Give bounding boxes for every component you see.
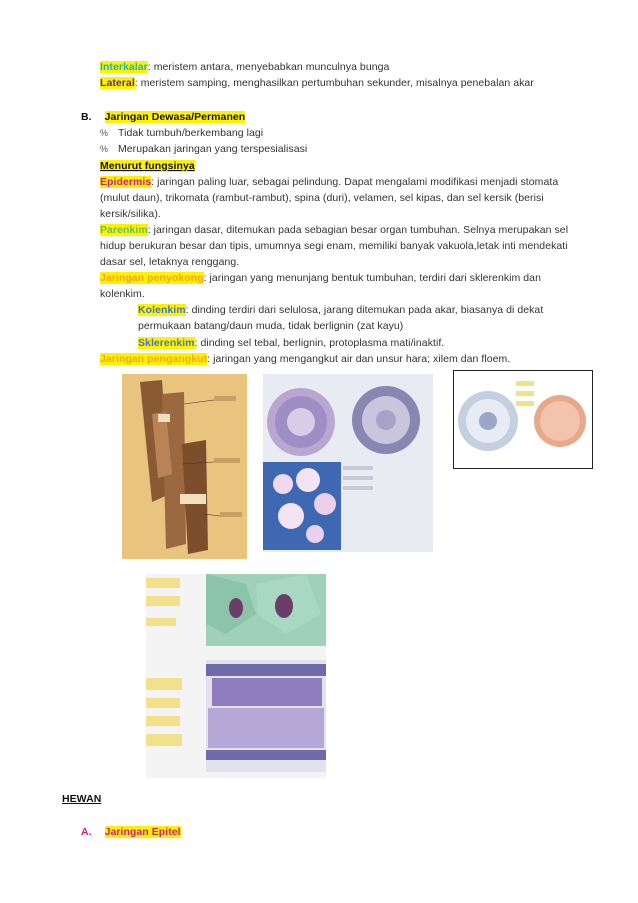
bullet-icon: % [100,144,109,154]
penyokong-term: Jaringan penyokong [100,272,204,284]
root-section-illustration [454,371,592,468]
epidermis-term: Epidermis [100,176,152,188]
bullet-text-1: Tidak tumbuh/berkembang lagi [118,127,264,139]
kolenkim-term: Kolenkim [138,304,186,316]
lateral-line [100,77,534,90]
pengangkut-text: : jaringan yang mengangkut air dan unsur hara; xilem dan floem. [207,353,511,365]
kolenkim-line-1 [138,304,543,317]
section-b-title: Jaringan Dewasa/Permanen [104,111,246,123]
interkalar-term: Interkalar [100,61,148,73]
section-a-heading [81,826,181,839]
parenkim-text-1: : jaringan dasar, ditemukan pada sebagian besar organ tumbuhan. Selnya merupakan sel [147,224,569,236]
epidermis-line-2: (mulut daun), trikomata (rambut-rambut), spina (duri), velamen, sel kipas, dan sel kersik (berisi [100,192,544,204]
section-b-heading [81,111,245,124]
parenkim-term: Parenkim [100,224,148,236]
epidermis-line-1 [100,176,558,189]
kolenkim-text-1: : dinding terdiri dari selulosa, jarang ditemukan pada akar, biasanya di dekat [185,304,544,316]
bullet-icon: % [100,128,109,138]
lateral-term: Lateral [100,77,135,89]
parenkim-line-2: hidup berukuran besar dan tipis, umumnya segi enam, memiliki banyak vakuola,letak inti mendekati [100,240,568,252]
leaf-section-illustration [146,574,326,778]
leaf-epidermis-stomata-image [146,574,326,778]
bullet-item-1 [100,127,263,140]
sklerenkim-term: Sklerenkim [138,337,195,349]
pengangkut-term: Jaringan pengangkut [100,353,208,365]
menurut-text: Menurut fungsinya [100,160,195,172]
epidermis-line-3: kersik/silika). [100,208,161,220]
lateral-text: : meristem samping, menghasilkan pertumbuhan sekunder, misalnya penebalan akar [134,77,534,89]
section-a-number: A. [81,826,92,838]
bullet-text-2: Merupakan jaringan yang terspesialisasi [118,143,308,155]
interkalar-line [100,61,389,74]
stem-section-illustration [263,374,433,552]
menurut-heading [100,160,195,173]
hewan-heading [62,793,101,806]
sclerenchyma-fiber-image [122,374,247,559]
bullet-item-2 [100,143,307,156]
epidermis-text-1: : jaringan paling luar, sebagai pelindung. Dapat mengalami modifikasi menjadi stomata [151,176,559,188]
section-a-title: Jaringan Epitel [104,826,181,838]
parenkim-line-3: dasar sel, letaknya renggang. [100,256,240,268]
penyokong-text-1: : jaringan yang menunjang bentuk tumbuhan, terdiri dari sklerenkim dan [203,272,541,284]
penyokong-line-1 [100,272,541,285]
parenkim-line-1 [100,224,568,237]
sklerenkim-text: : dinding sel tebal, berlignin, protoplasma mati/inaktif. [194,337,445,349]
kolenkim-line-2: permukaan batang/daun muda, tidak berlignin (zat kayu) [138,320,404,332]
section-b-number: B. [81,111,92,123]
fiber-illustration [122,374,247,559]
interkalar-text: : meristem antara, menyebabkan munculnya bunga [147,61,390,73]
root-cross-section-image [453,370,593,469]
sklerenkim-line [138,337,444,350]
hewan-text: HEWAN [62,793,102,805]
pengangkut-line [100,353,510,366]
stem-cross-section-image [263,374,433,552]
penyokong-line-2: kolenkim. [100,288,145,300]
